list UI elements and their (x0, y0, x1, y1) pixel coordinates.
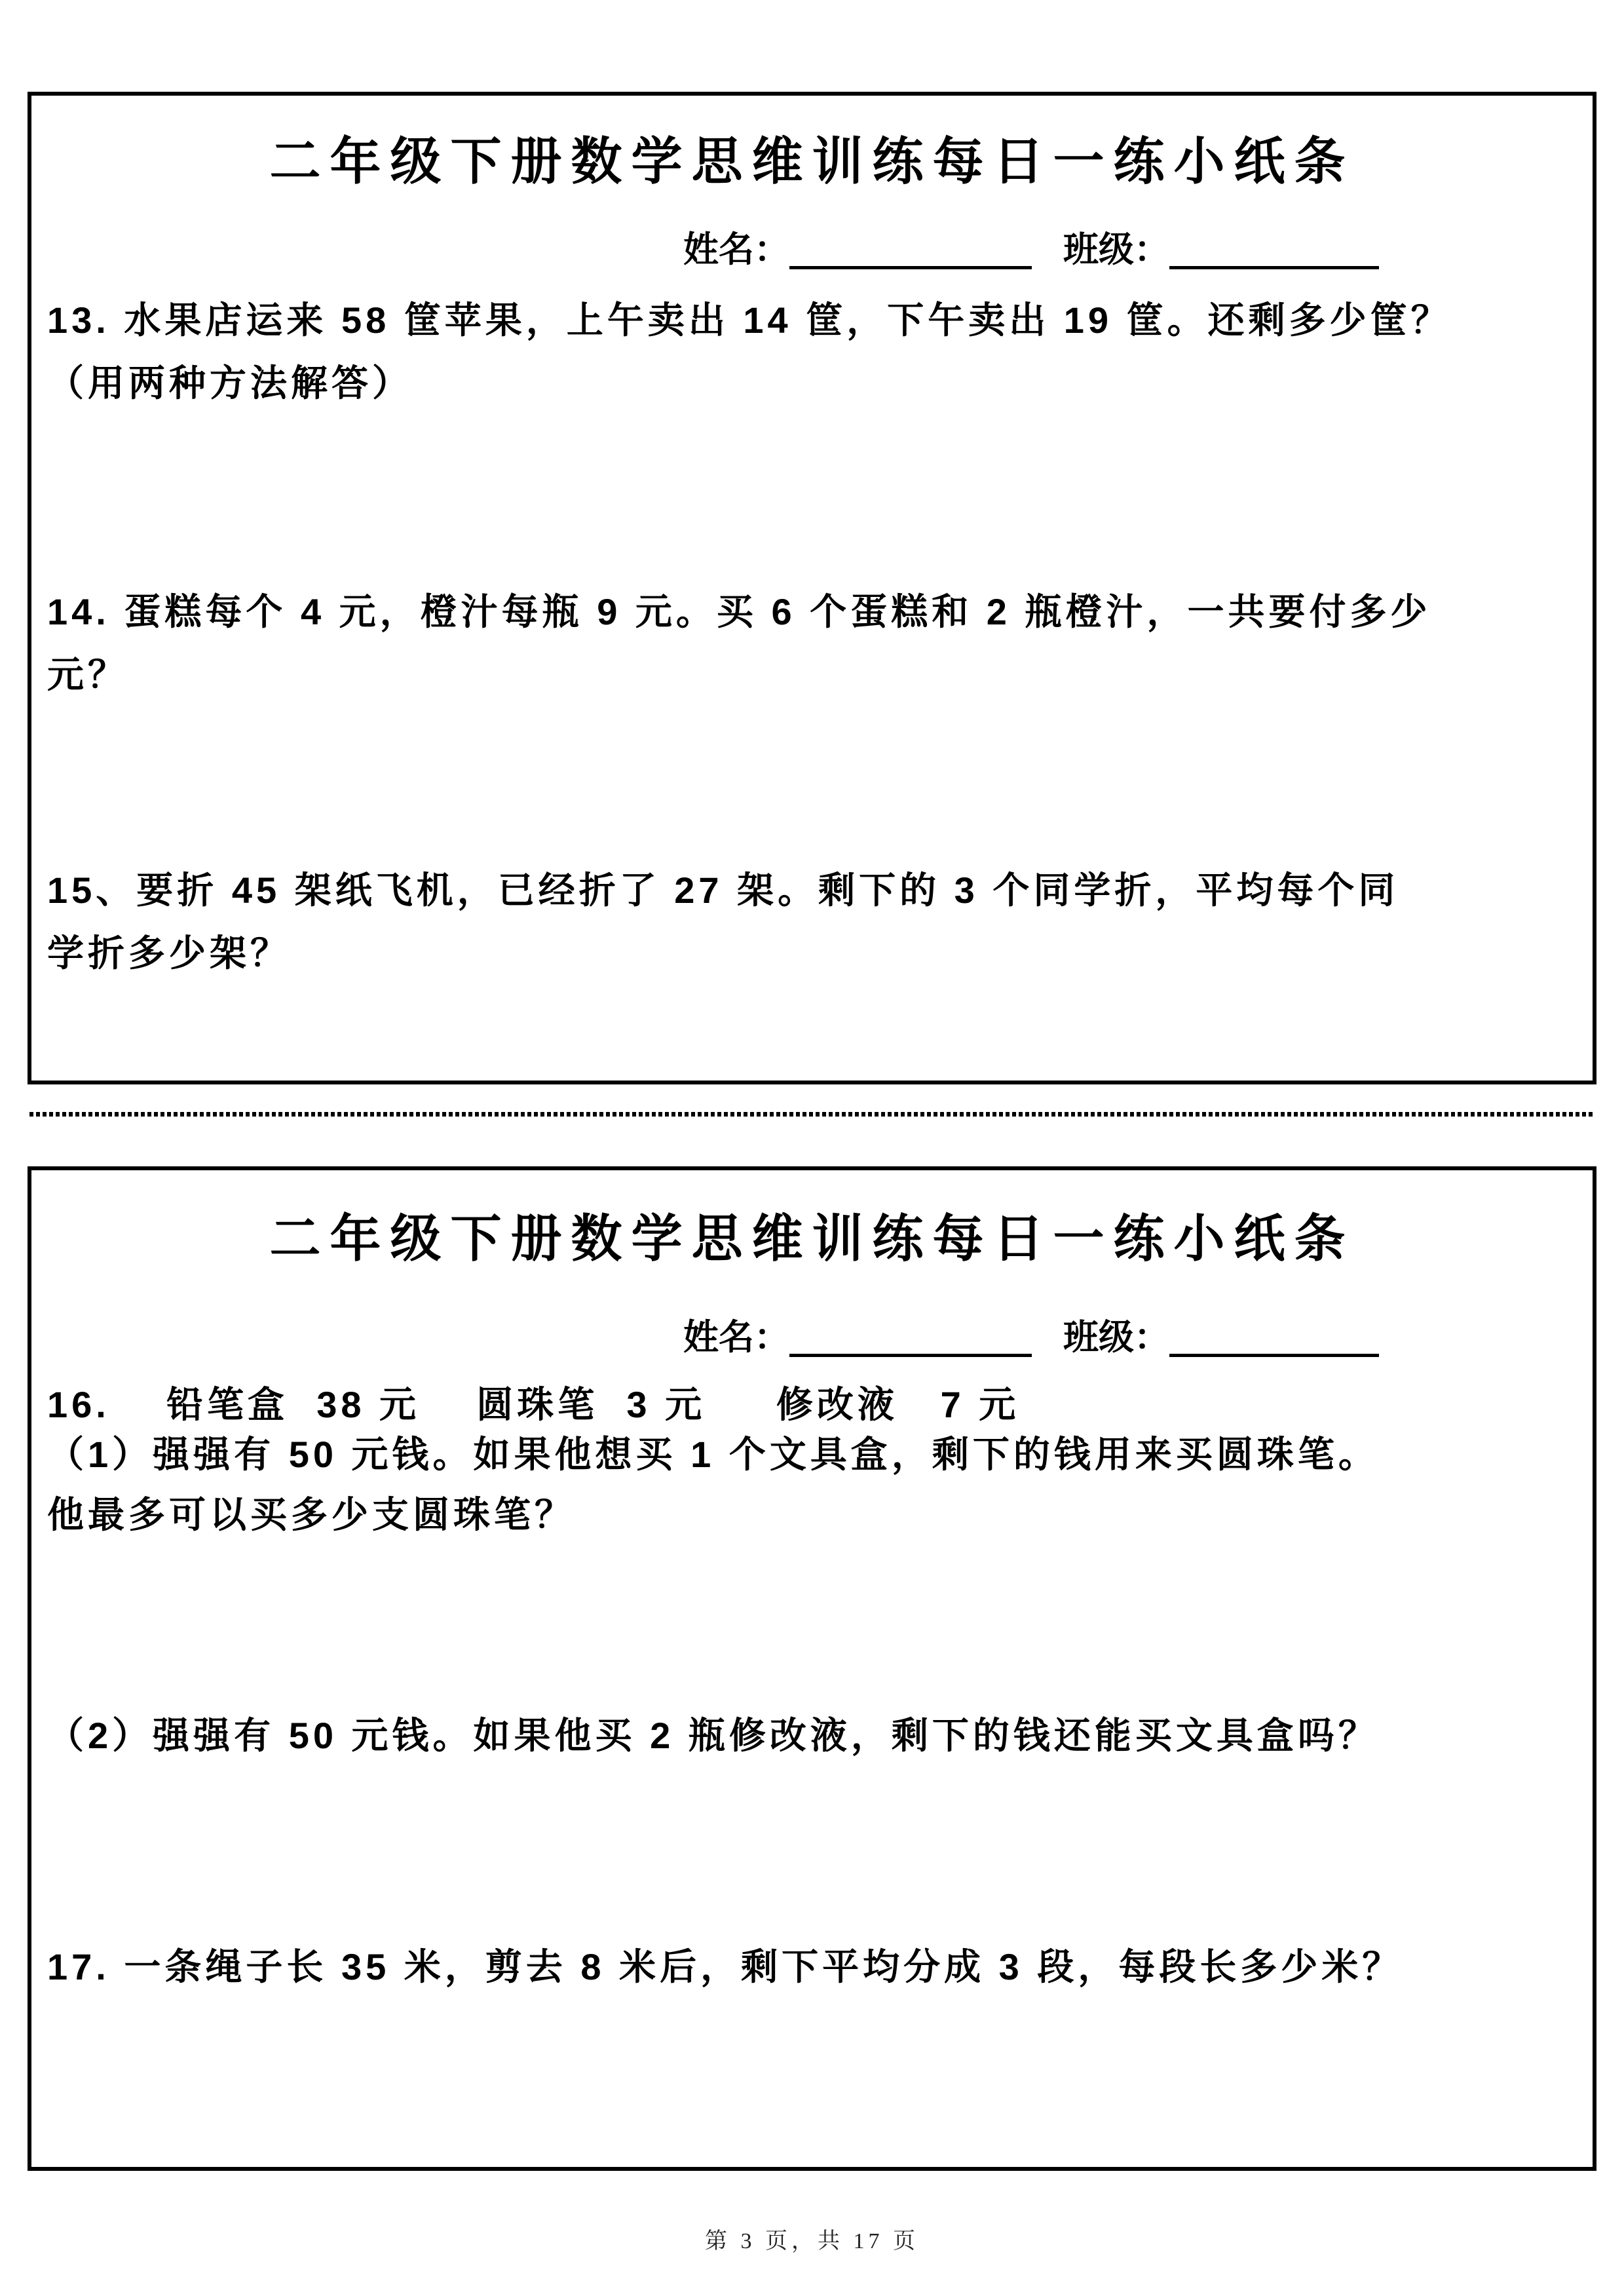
problem-13 (47, 289, 1580, 415)
problem-16-part1-line1: （1）强强有 50 元钱。如果他想买 1 个文具盒，剩下的钱用来买圆珠笔。 (47, 1434, 1379, 1475)
problem-13-line2: （用两种方法解答） (47, 362, 413, 404)
practice-slip-2 (28, 1166, 1596, 2171)
slip2-class-blank-line (1169, 1328, 1379, 1357)
slip2-name-blank-line (789, 1328, 1032, 1357)
problem-15-line2: 学折多少架？ (47, 932, 291, 974)
problem-16-part2 (47, 1704, 1580, 1767)
practice-slip-1 (28, 92, 1596, 1084)
problem-14 (47, 581, 1580, 706)
problem-16-part2-line1: （2）强强有 50 元钱。如果他买 2 瓶修改液，剩下的钱还能买文具盒吗？ (47, 1715, 1379, 1756)
problem-15 (47, 859, 1580, 985)
page-number: 第 3 页，共 17 页 (705, 2229, 919, 2253)
problem-16-part1 (47, 1425, 1580, 1545)
slip1-name-label: 姓名： (683, 230, 789, 269)
slip1-title: 二年级下册数学思维训练每日一练小纸条 (269, 132, 1355, 190)
slip2-class-label: 班级： (1063, 1318, 1169, 1357)
problem-16-items-line: 16. 铅笔盒 38 元 圆珠笔 3 元 修改液 7 元 (47, 1384, 1020, 1425)
problem-17-line1: 17. 一条绳子长 35 米，剪去 8 米后，剩下平均分成 3 段，每段长多少米？ (47, 1946, 1403, 1987)
slip2-title: 二年级下册数学思维训练每日一练小纸条 (269, 1210, 1355, 1267)
slip1-class-label: 班级： (1063, 230, 1169, 269)
dotted-cut-line (29, 1112, 1595, 1117)
problem-13-line1: 13. 水果店运来 58 筐苹果，上午卖出 14 筐，下午卖出 19 筐。还剩多少筐？ (47, 299, 1452, 341)
slip1-name-blank-line (789, 240, 1032, 269)
problem-15-line1: 15、要折 45 架纸飞机，已经折了 27 架。剩下的 3 个同学折，平均每个同 (47, 870, 1399, 911)
slip2-name-label: 姓名： (683, 1318, 789, 1357)
problem-17 (47, 1936, 1580, 1999)
problem-16-part1-line2: 他最多可以买多少支圆珠笔？ (47, 1494, 575, 1535)
problem-14-line2: 元？ (47, 654, 128, 695)
slip1-name-class-row (683, 221, 1379, 272)
problem-14-line1: 14. 蛋糕每个 4 元，橙汁每瓶 9 元。买 6 个蛋糕和 2 瓶橙汁，一共要付多少 (47, 591, 1431, 632)
slip1-class-blank-line (1169, 240, 1379, 269)
slip2-name-class-row (683, 1309, 1379, 1360)
